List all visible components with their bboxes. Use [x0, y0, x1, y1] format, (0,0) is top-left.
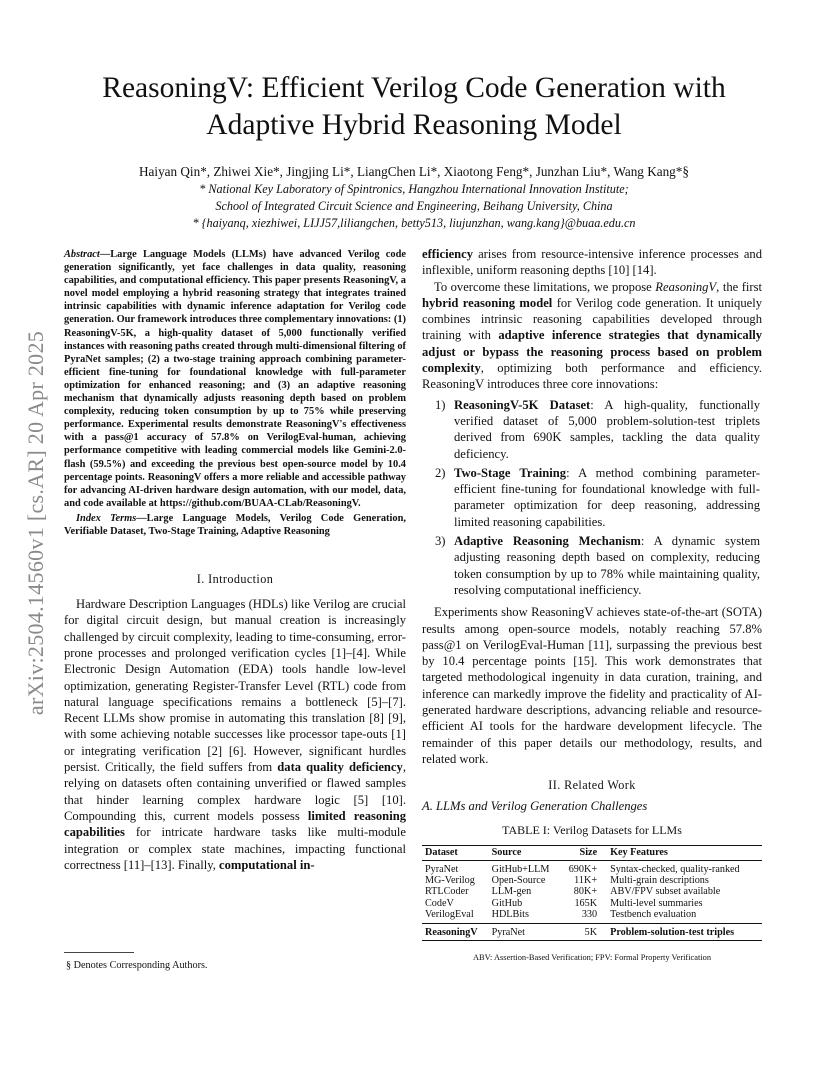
subsection-heading: A. LLMs and Verilog Generation Challenges [422, 799, 648, 814]
table-header-row: Dataset Source Size Key Features [422, 846, 762, 861]
affiliation-line-1: * National Key Laboratory of Spintronics, Hangzhou International Innovation Institute; [199, 182, 629, 196]
contribution-list [422, 397, 762, 599]
section-heading-introduction: I. Introduction [196, 572, 274, 587]
title-line-1: ReasoningV: Efficient Verilog Code Generation with [102, 72, 726, 104]
author-list: Haiyan Qin*, Zhiwei Xie*, Jingjing Li*, LiangChen Li*, Xiaotong Feng*, Junzhan Liu*, Wang Kang*§ [139, 164, 689, 179]
table-row: MG-Verilog Open-Source 11K+ Multi-grain descriptions [425, 875, 709, 887]
right-column [422, 246, 762, 814]
table-row: VerilogEval HDLBits 330 Testbench evaluation [425, 908, 697, 920]
section-heading-related-work: II. Related Work [548, 778, 636, 793]
index-terms: Index Terms—Large Language Models, Verilog Code Generation, Verifiable Dataset, Two-Stage Training, Adaptive Reasoning [64, 512, 406, 537]
table-row: PyraNet GitHub+LLM 690K+ Syntax-checked, quality-ranked [425, 864, 740, 875]
datasets-table [422, 845, 762, 941]
author-emails: * {haiyanq, xiezhiwei, LIJJ57,liliangchen, betty513, liujunzhan, wang.kang}@buaa.edu.cn [192, 216, 636, 230]
affiliation-line-2: School of Integrated Circuit Science and Engineering, Beihang University, China [215, 199, 613, 213]
list-item: 3) Adaptive Reasoning Mechanism: A dynamic system adjusting reasoning depth based on complexity, reducing token consumption by up to 78% while maintaining quality, resolving computational inefficiency. [435, 534, 760, 597]
arxiv-identifier: arXiv:2504.14560v1 [cs.AR] 20 Apr 2025 [23, 330, 48, 716]
footnote-rule [64, 952, 134, 953]
continued-paragraph: efficiency arises from resource-intensive inference processes and inflexible, uniform reasoning depths [10] [14]. [422, 247, 762, 278]
list-item: 1) ReasoningV-5K Dataset: A high-quality, functionally verified dataset of 5,000 problem-solution-test triplets derived from 690K samples, tackling the data quality deficiency. [435, 397, 760, 461]
intro-paragraph: Hardware Description Languages (HDLs) like Verilog are crucial for digital circuit design, but manual creation is increasingly challenged by circuit complexity, leading to time-consuming, error-prone processes and prolonged verification cycles [1]–[4]. While Electronic Design Automation (EDA) tools handle low-level optimization, generating Register-Transfer Level (RTL) code from natural language specifications remains a bottleneck [5]–[7]. Recent LLMs show promise in automating this translation [8] [9], with some achieving notable successes like processor tape-outs [1] or integrating verification [2] [6]. However, significant hurdles persist. Critically, the field suffers from data quality deficiency, relying on datasets often containing unverified or flawed samples that hinder learning complex hardware logic [5] [10]. Compounding this, current models possess limited reasoning capabilities for intricate hardware tasks like multi-module integration or complex state machines, impacting functional correctness [11]–[13]. Finally, computational in- [64, 597, 406, 872]
table-row-highlight: ReasoningV PyraNet 5K Problem-solution-test triples [422, 924, 762, 941]
title-line-2: Adaptive Hybrid Reasoning Model [206, 109, 622, 141]
paper-title [55, 70, 773, 144]
table-row: RTLCoder LLM-gen 80K+ ABV/FPV subset available [425, 886, 721, 898]
table-note: ABV: Assertion-Based Verification; FPV: Formal Property Verification [472, 953, 712, 962]
table-caption: TABLE I: Verilog Datasets for LLMs [502, 823, 682, 837]
footnote: § Denotes Corresponding Authors. [66, 960, 208, 971]
list-item: 2) Two-Stage Training: A method combining parameter-efficient fine-tuning for foundational knowledge with full-parameter optimization for deep reasoning, addressing limited reasoning capabilities. [435, 465, 760, 529]
left-column [64, 248, 406, 873]
abstract: Abstract—Large Language Models (LLMs) have advanced Verilog code generation significantly, yet face challenges in data quality, reasoning capabilities, and computational efficiency. This paper presents ReasoningV, a novel model employing a hybrid reasoning strategy that integrates trained intrinsic capabilities with dynamic inference adaptation for Verilog code generation. Our framework introduces three complementary innovations: (1) ReasoningV-5K, a high-quality dataset of 5,000 functionally verified instances with reasoning paths created through multi-dimensional filtering of PyraNet samples; (2) a two-stage training approach combining parameter-efficient fine-tuning for foundational knowledge with full-parameter optimization for enhanced reasoning; and (3) an adaptive reasoning mechanism that dynamically adjusts reasoning depth based on problem complexity, reducing token consumption by up to 75% while preserving performance. Experimental results demonstrate ReasoningV's effectiveness with a pass@1 accuracy of 57.8% on VerilogEval-human, achieving performance competitive with leading commercial models like Gemini-2.0-flash (59.5%) and exceeding the previous best open-source model by 10.4 percentage points. ReasoningV offers a more reliable and accessible pathway for advancing AI-driven hardware design automation, with our model, data, and code available at https://github.com/BUAA-CLab/ReasoningV. [64, 249, 406, 509]
table-row: CodeV GitHub 165K Multi-level summaries [425, 897, 703, 909]
experiments-paragraph: Experiments show ReasoningV achieves state-of-the-art (SOTA) results among open-source models, notably reaching 57.8% pass@1 on VerilogEval-Human [11], surpassing the previous best by 10.4 percentage points [15]. This work demonstrates that targeted methodological ingenuity in data curation, training, and inference can markedly improve the fidelity and practicality of AI-generated hardware descriptions, advancing reliable and resource-efficient AI tools for the hardware development lifecycle. The remainder of this paper details our methodology, results, and related work. [422, 605, 762, 766]
proposal-paragraph: To overcome these limitations, we propose ReasoningV, the first hybrid reasoning model for Verilog code generation. It uniquely combines intrinsic reasoning capabilities developed through training with adaptive inference strategies that dynamically adjust or bypass the reasoning process based on problem complexity, optimizing both performance and efficiency. ReasoningV introduces three core innovations: [422, 279, 763, 392]
